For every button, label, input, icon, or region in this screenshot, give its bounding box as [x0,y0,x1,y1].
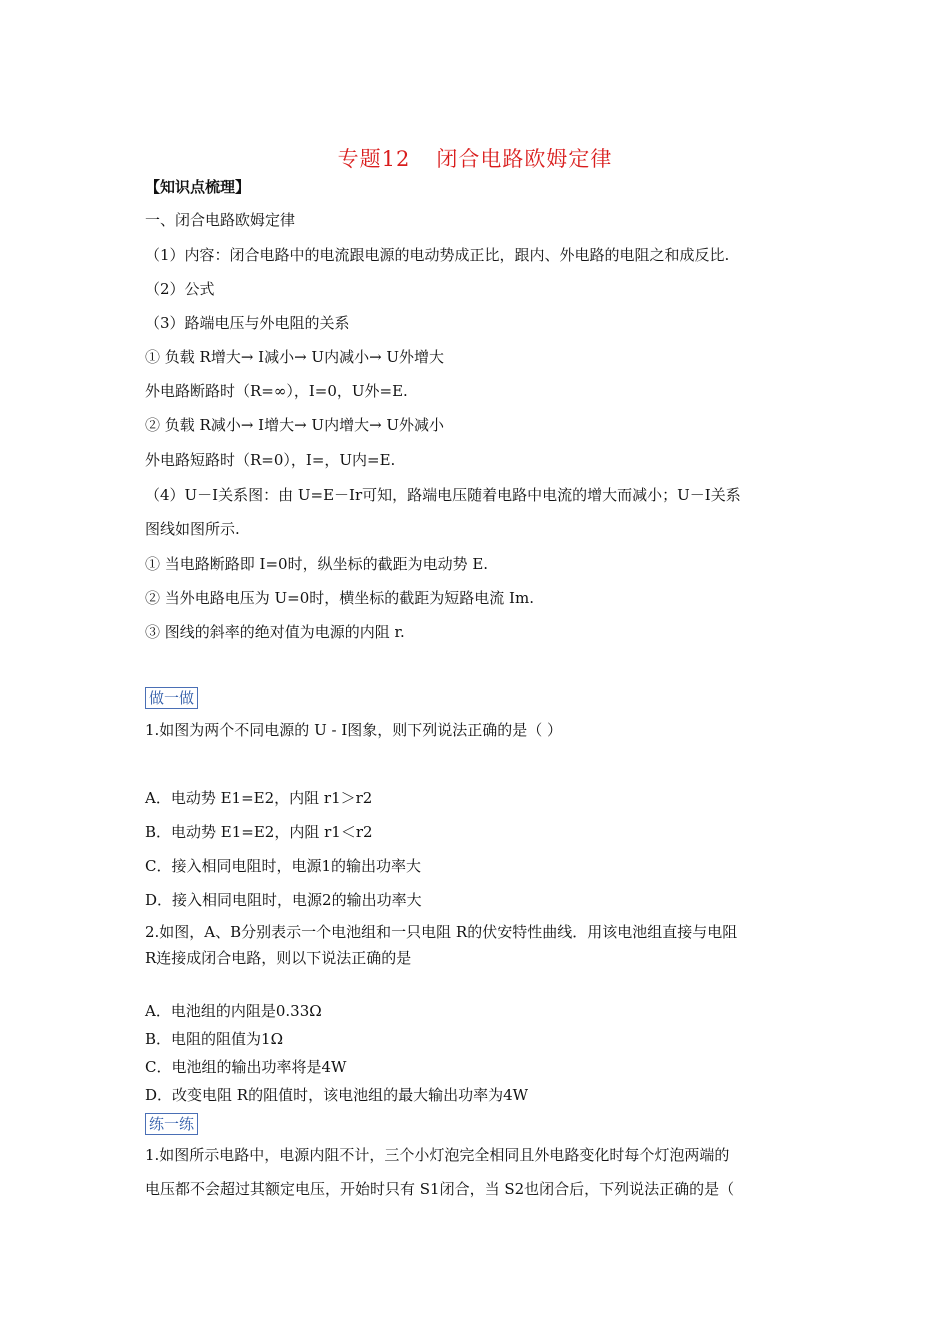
practice-q1-option-d: D．接入相同电阻时，电源2的输出功率大 [145,891,422,909]
paragraph-terminal-voltage: （3）路端电压与外电阻的关系 [145,314,350,332]
knowledge-heading: 【知识点梳理】 [145,178,251,196]
paragraph-load-increase: ① 负载 R增大→ I减小→ U内减小→ U外增大 [145,348,445,366]
paragraph-slope: ③ 图线的斜率的绝对值为电源的内阻 r. [145,623,405,641]
practice-q1-option-c: C．接入相同电阻时，电源1的输出功率大 [145,857,422,875]
practice-question-2-line-2: R连接成闭合电路，则以下说法正确的是 [145,949,412,967]
paragraph-formula: （2）公式 [145,280,215,298]
paragraph-content: （1）内容：闭合电路中的电流跟电源的电动势成正比，跟内、外电路的电阻之和成反比. [145,246,730,264]
paragraph-short-circuit: 外电路短路时（R=0），I=，U内=E. [145,451,396,469]
practice-q2-option-c: C．电池组的输出功率将是4W [145,1058,347,1076]
practice-q2-option-b: B．电阻的阻值为1Ω [145,1030,284,1048]
practice-q1-option-b: B．电动势 E1=E2，内阻 r1＜r2 [145,823,373,841]
practice-q1-option-a: A．电动势 E1=E2，内阻 r1＞r2 [145,789,373,807]
exercise-tag: 练一练 [145,1113,198,1135]
practice-question-2-line-1: 2.如图，A、B分别表示一个电池组和一只电阻 R的伏安特性曲线．用该电池组直接与电阻 [145,923,738,941]
paragraph-intercept-im: ② 当外电路电压为 U=0时，横坐标的截距为短路电流 Im. [145,589,534,607]
practice-q2-option-d: D．改变电阻 R的阻值时，该电池组的最大输出功率为4W [145,1086,529,1104]
practice-q2-option-a: A．电池组的内阻是0.33Ω [145,1002,322,1020]
paragraph-ui-relation: （4）U－I关系图：由 U=E－Ir可知，路端电压随着电路中电流的增大而减小；U－I关系 [145,486,741,504]
document-title [0,143,950,173]
paragraph-intercept-e: ① 当电路断路即 I=0时，纵坐标的截距为电动势 E. [145,555,489,573]
practice-tag: 做一做 [145,687,198,709]
title-topic-number: 专题12 [337,147,411,171]
heading-ohms-law: 一、闭合电路欧姆定律 [145,211,296,229]
exercise-question-1-line-2: 电压都不会超过其额定电压，开始时只有 S1闭合，当 S2也闭合后，下列说法正确的是（ [145,1180,735,1198]
paragraph-open-circuit: 外电路断路时（R=∞），I=0，U外=E. [145,382,408,400]
paragraph-ui-graph: 图线如图所示. [145,520,240,538]
title-topic-name: 闭合电路欧姆定律 [436,147,613,171]
practice-question-1: 1.如图为两个不同电源的 U - I图象，则下列说法正确的是（ ） [145,721,563,739]
paragraph-load-decrease: ② 负载 R减小→ I增大→ U内增大→ U外减小 [145,416,445,434]
exercise-question-1-line-1: 1.如图所示电路中，电源内阻不计，三个小灯泡完全相同且外电路变化时每个灯泡两端的 [145,1146,730,1164]
